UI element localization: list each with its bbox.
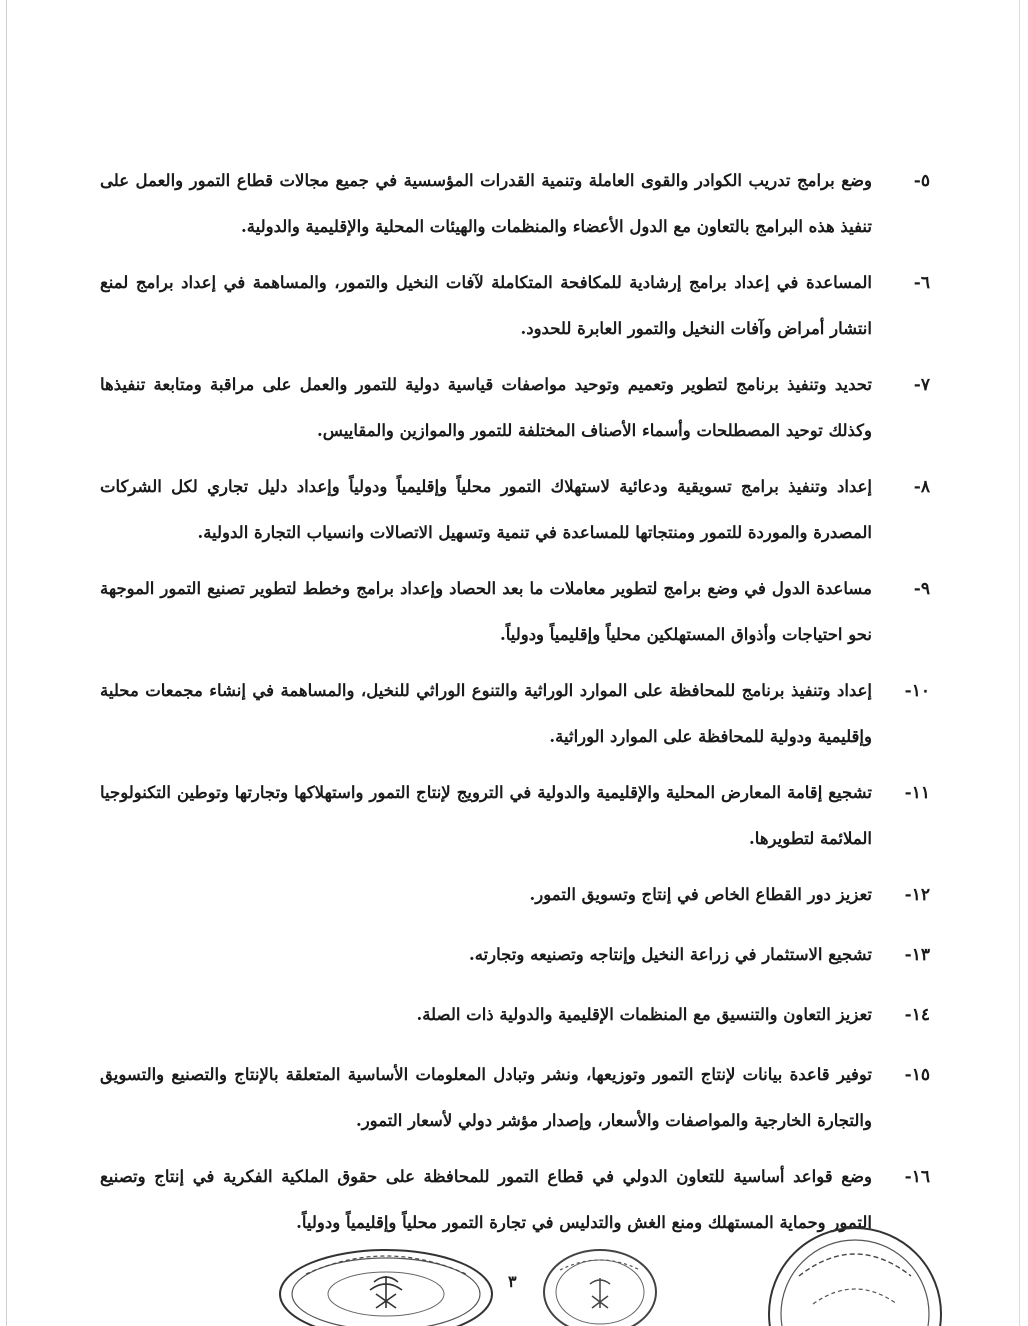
item-number: ٧- xyxy=(913,375,930,395)
item-text: إعداد وتنفيذ برامج تسويقية ودعائية لاستهلاك التمور محلياً وإقليمياً ودولياً وإعداد دليل تجاري لكل الشركات المصدرة والموردة للتمور ومنتجاتها للمساعدة في تنمية وتسهيل الاتصالات وانسياب التجارة الدولية. xyxy=(100,477,872,542)
item-text: تعزيز التعاون والتنسيق مع المنظمات الإقليمية والدولية ذات الصلة. xyxy=(416,1005,872,1024)
item-number: ١٠- xyxy=(904,681,930,701)
list-item xyxy=(100,932,930,978)
list-item xyxy=(100,668,930,760)
item-number: ٦- xyxy=(913,273,930,293)
stamp-seal-icon xyxy=(540,1244,660,1326)
list-item xyxy=(100,770,930,862)
list-item xyxy=(100,260,930,352)
item-number: ١٢- xyxy=(904,885,930,905)
ministry-seal-icon xyxy=(765,1224,945,1326)
government-seal-icon xyxy=(276,1246,496,1326)
scan-edge-left xyxy=(6,0,7,1326)
list-item xyxy=(100,872,930,918)
page-footer xyxy=(0,1240,1028,1326)
item-text: تعزيز دور القطاع الخاص في إنتاج وتسويق التمور. xyxy=(529,885,872,904)
item-text: وضع برامج تدريب الكوادر والقوى العاملة وتنمية القدرات المؤسسية في جميع مجالات قطاع التمور والعمل على تنفيذ هذه البرامج بالتعاون مع الدول الأعضاء والمنظمات والهيئات المحلية والإقليمية والدولية. xyxy=(100,171,872,236)
item-number: ٥- xyxy=(913,171,930,191)
item-text: مساعدة الدول في وضع برامج لتطوير معاملات ما بعد الحصاد وإعداد برامج وخطط لتطوير تصنيع التمور الموجهة نحو احتياجات وأذواق المستهلكين محلياً وإقليمياً ودولياً. xyxy=(100,579,872,644)
item-number: ١٤- xyxy=(904,1005,930,1025)
list-item xyxy=(100,362,930,454)
item-number: ١١- xyxy=(904,783,930,803)
list-item xyxy=(100,992,930,1038)
list-item xyxy=(100,1052,930,1144)
item-text: تحديد وتنفيذ برنامج لتطوير وتعميم وتوحيد مواصفات قياسية دولية للتمور والعمل على مراقبة ومتابعة تنفيذها وكذلك توحيد المصطلحات وأسماء الأصناف المختلفة للتمور والموازين والمقاييس. xyxy=(100,375,872,440)
page-number: ٣ xyxy=(508,1272,517,1291)
list-item xyxy=(100,566,930,658)
item-number: ١٦- xyxy=(904,1167,930,1187)
list-item xyxy=(100,158,930,250)
list-item xyxy=(100,464,930,556)
scan-edge-right xyxy=(1019,0,1020,1326)
item-text: توفير قاعدة بيانات لإنتاج التمور وتوزيعها، ونشر وتبادل المعلومات الأساسية المتعلقة بالإنتاج والتصنيع والتسويق والتجارة الخارجية والمواصفات والأسعار، وإصدار مؤشر دولي لأسعار التمور. xyxy=(100,1065,872,1130)
document-body xyxy=(100,158,930,1256)
item-text: تشجيع الاستثمار في زراعة النخيل وإنتاجه وتصنيعه وتجارته. xyxy=(468,945,872,964)
item-number: ١٣- xyxy=(904,945,930,965)
item-text: وضع قواعد أساسية للتعاون الدولي في قطاع التمور للمحافظة على حقوق الملكية الفكرية في إنتاج وتصنيع التمور وحماية المستهلك ومنع الغش والتدليس في تجارة التمور محلياً وإقليمياً ودولياً. xyxy=(100,1167,872,1232)
item-text: تشجيع إقامة المعارض المحلية والإقليمية والدولية في الترويج لإنتاج التمور واستهلاكها وتجارتها وتوطين التكنولوجيا الملائمة لتطويرها. xyxy=(100,783,872,848)
item-number: ١٥- xyxy=(904,1065,930,1085)
item-number: ٨- xyxy=(913,477,930,497)
item-text: المساعدة في إعداد برامج إرشادية للمكافحة المتكاملة لآفات النخيل والتمور، والمساهمة في إعداد برامج لمنع انتشار أمراض وآفات النخيل والتمور العابرة للحدود. xyxy=(100,273,872,338)
item-number: ٩- xyxy=(913,579,930,599)
item-text: إعداد وتنفيذ برنامج للمحافظة على الموارد الوراثية والتنوع الوراثي للنخيل، والمساهمة في إنشاء مجمعات محلية وإقليمية ودولية للمحافظة على الموارد الوراثية. xyxy=(100,681,872,746)
